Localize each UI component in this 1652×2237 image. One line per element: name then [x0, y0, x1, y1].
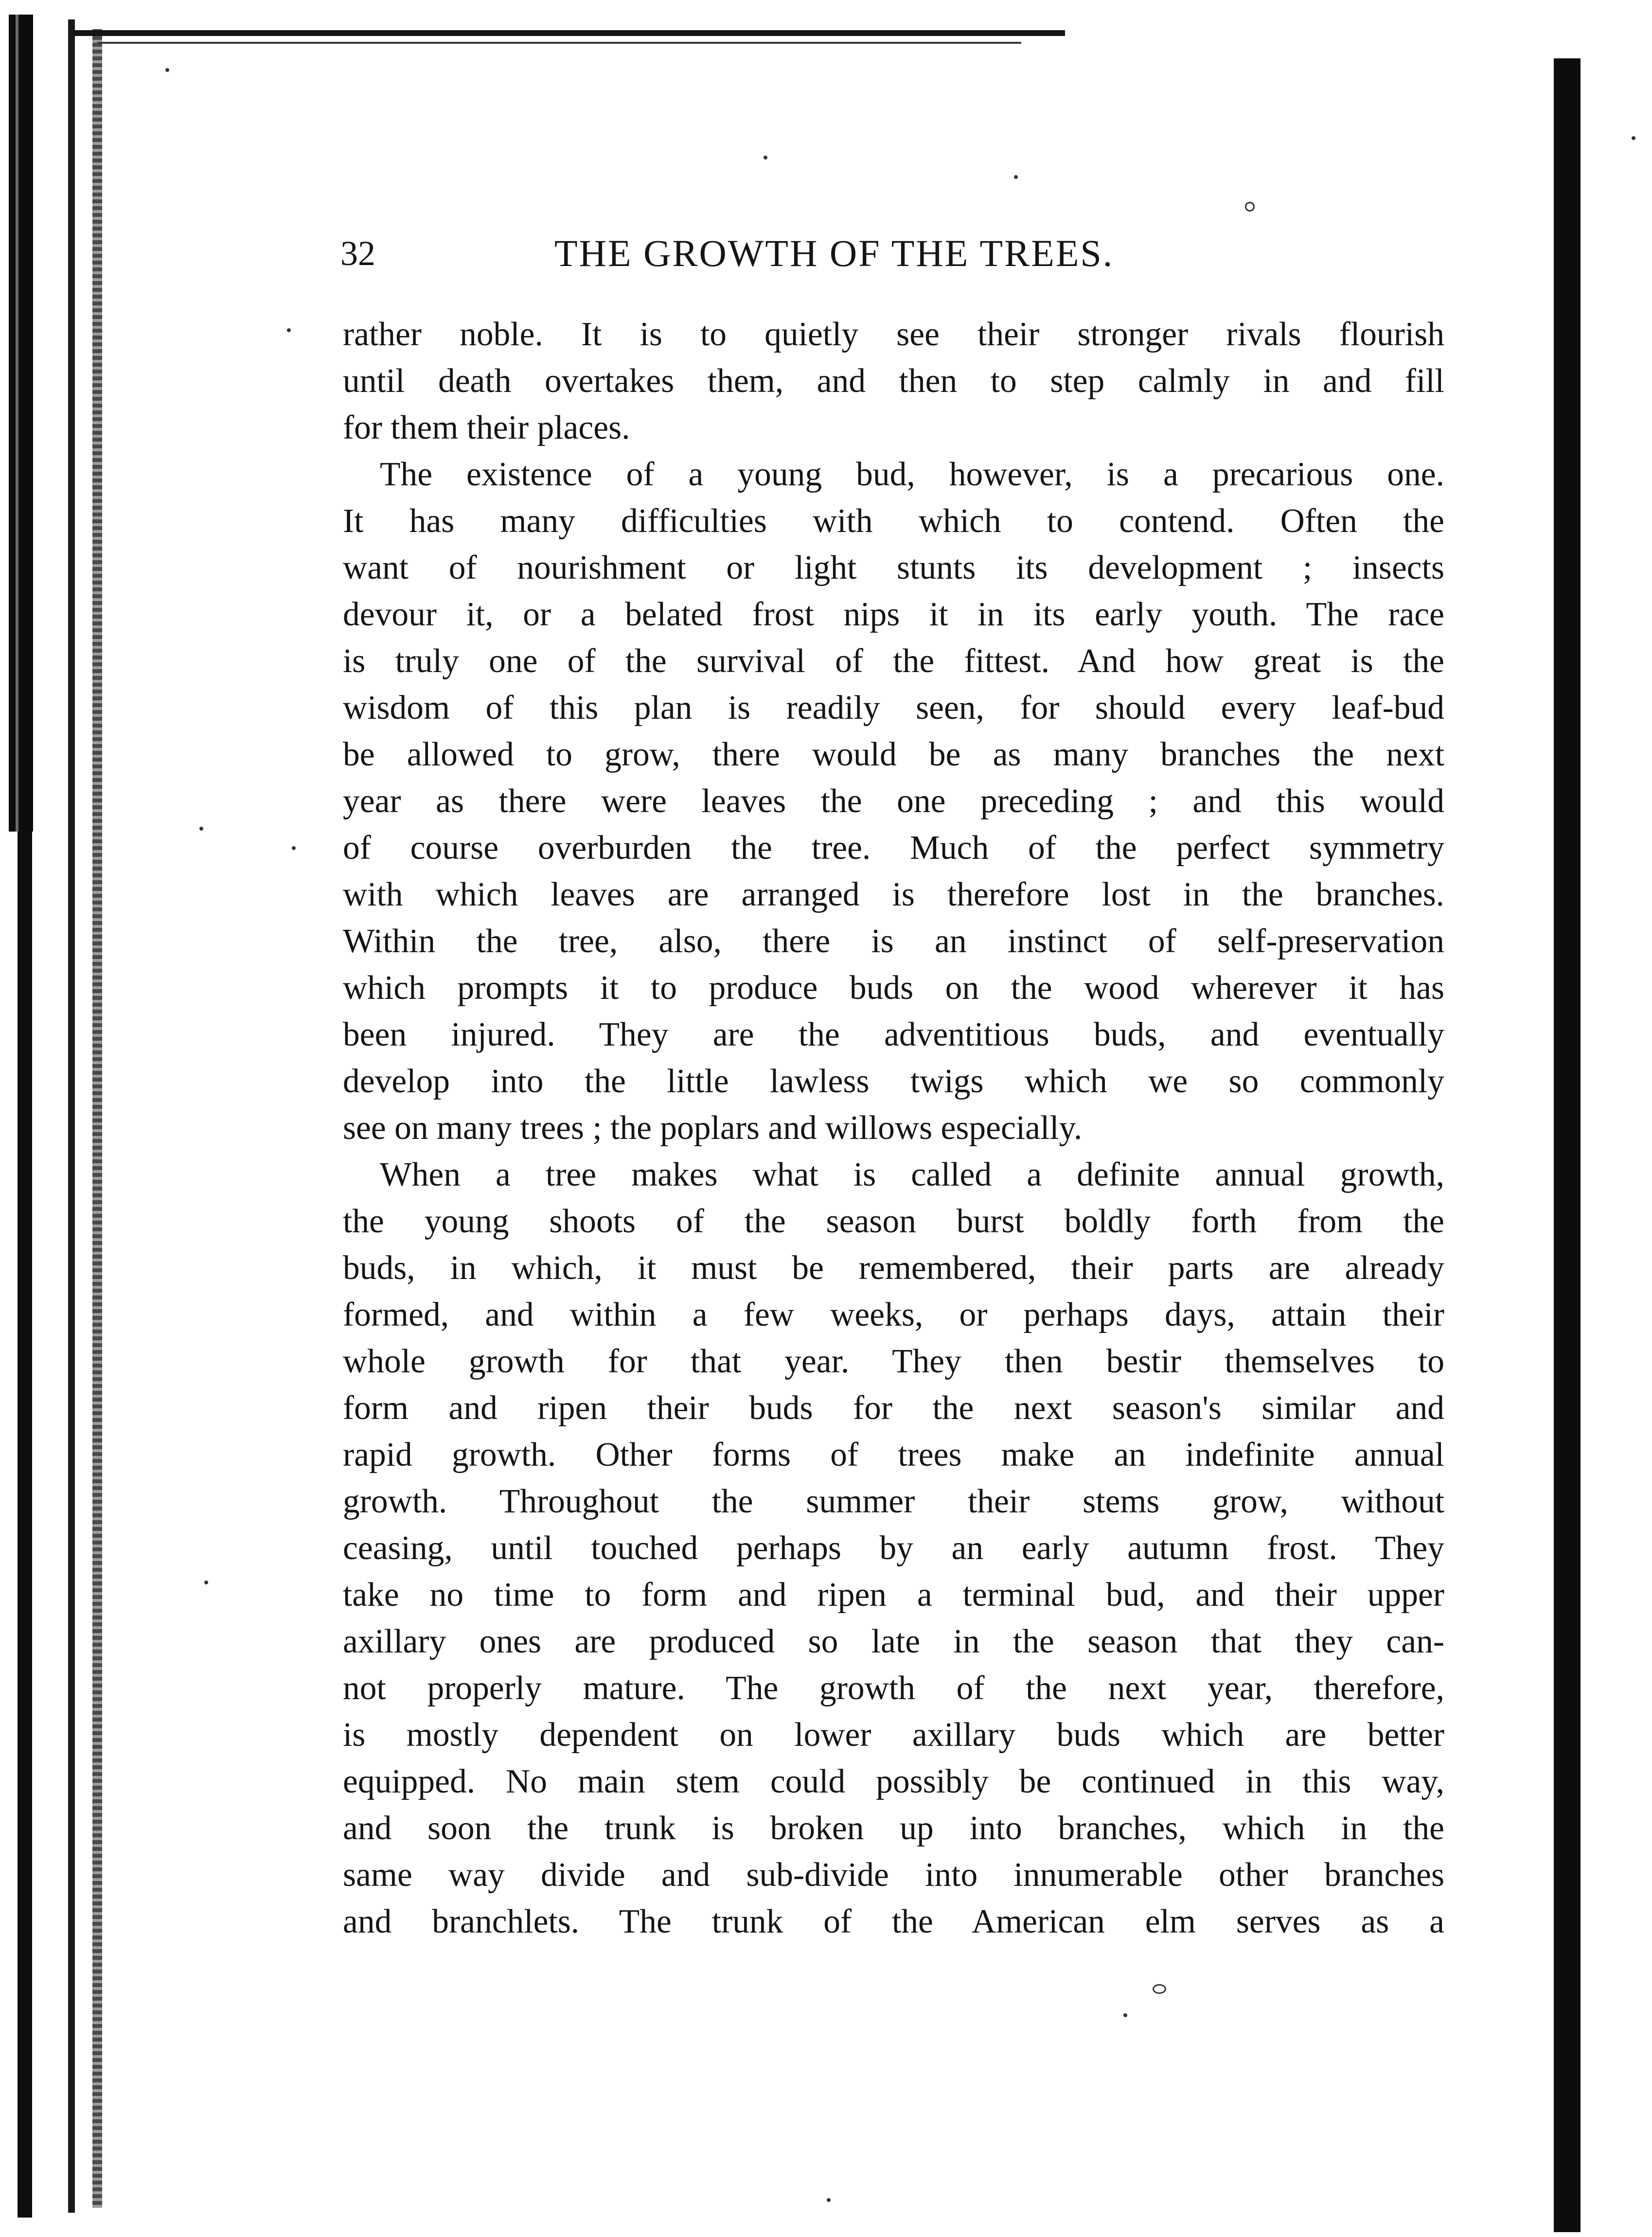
text-line: take no time to form and ripen a terminal bud, and their upper — [343, 1576, 1444, 1614]
text-line: whole growth for that year. They then bestir themselves to — [343, 1343, 1444, 1380]
scan-border-top — [73, 30, 1065, 36]
text-line: When a tree makes what is called a definite annual growth, — [380, 1156, 1444, 1193]
text-line: want of nourishment or light stunts its development ; insects — [343, 549, 1444, 586]
text-line: The existence of a young bud, however, is a precarious one. — [380, 456, 1444, 493]
scan-speck — [199, 827, 203, 831]
paragraph — [343, 451, 1444, 1152]
scan-speck — [1123, 2013, 1127, 2017]
text-line: of course overburden the tree. Much of the perfect symmetry — [343, 829, 1444, 867]
text-line: been injured. They are the adventitious buds, and eventually — [343, 1016, 1444, 1053]
text-line: rather noble. It is to quietly see their stronger rivals flourish — [343, 316, 1444, 353]
text-line: until death overtakes them, and then to step calmly in and fill — [343, 362, 1444, 400]
text-line: not properly mature. The growth of the next year, therefore, — [343, 1669, 1444, 1707]
text-line: wisdom of this plan is readily seen, for should every leaf-bud — [343, 689, 1444, 727]
text-line: the young shoots of the season burst boldly forth from the — [343, 1203, 1444, 1240]
scan-edge-line — [68, 19, 75, 2213]
text-line: for them their places. — [343, 409, 630, 446]
running-head: THE GROWTH OF THE TREES. — [554, 232, 1114, 274]
scan-speck — [287, 328, 291, 332]
text-line: Within the tree, also, there is an instinct of self-preservation — [343, 923, 1444, 960]
text-line: buds, in which, it must be remembered, their parts are already — [343, 1249, 1444, 1287]
text-line: is mostly dependent on lower axillary buds which are better — [343, 1716, 1444, 1754]
scan-speck — [165, 68, 169, 72]
text-line: same way divide and sub-divide into innumerable other branches — [343, 1856, 1444, 1894]
text-line: and soon the trunk is broken up into branches, which in the — [343, 1810, 1444, 1847]
text-line: with which leaves are arranged is therefore lost in the branches. — [343, 876, 1444, 913]
scan-speck — [204, 1580, 208, 1584]
text-line: is truly one of the survival of the fittest. And how great is the — [343, 642, 1444, 680]
scan-border-left — [9, 15, 33, 832]
scan-speck — [1014, 175, 1018, 179]
paragraph — [343, 1152, 1444, 1945]
text-line: be allowed to grow, there would be as many branches the next — [343, 736, 1444, 773]
scan-speck — [827, 2198, 831, 2202]
text-line: form and ripen their buds for the next season's similar and — [343, 1389, 1444, 1427]
body-text — [343, 311, 1444, 1945]
scan-speck — [292, 846, 296, 850]
scan-border-top-thin — [97, 42, 1021, 44]
text-line: axillary ones are produced so late in the season that they can- — [343, 1623, 1444, 1660]
text-line: equipped. No main stem could possibly be continued in this way, — [343, 1763, 1444, 1800]
text-line: and branchlets. The trunk of the American elm serves as a — [343, 1903, 1444, 1940]
scan-speck — [764, 156, 767, 160]
text-line: growth. Throughout the summer their stems grow, without — [343, 1483, 1444, 1520]
text-line: year as there were leaves the one preceding ; and this would — [343, 782, 1444, 820]
text-line: which prompts it to produce buds on the wood wherever it has — [343, 969, 1444, 1007]
text-line: rapid growth. Other forms of trees make an indefinite annual — [343, 1436, 1444, 1474]
scan-edge-texture — [92, 29, 102, 2208]
scan-speck — [1153, 1984, 1166, 1994]
scan-border-left-lower — [18, 832, 32, 2218]
paragraph — [343, 311, 1444, 451]
text-line: see on many trees ; the poplars and willows especially. — [343, 1109, 1083, 1147]
text-line: It has many difficulties with which to contend. Often the — [343, 502, 1444, 540]
text-line: formed, and within a few weeks, or perhaps days, attain their — [343, 1296, 1444, 1333]
text-line: devour it, or a belated frost nips it in its early youth. The race — [343, 596, 1444, 633]
scan-speck — [1245, 202, 1255, 212]
text-line: develop into the little lawless twigs which we so commonly — [343, 1063, 1444, 1100]
scan-border-right — [1554, 58, 1581, 2232]
text-line: ceasing, until touched perhaps by an early autumn frost. They — [343, 1529, 1444, 1567]
scan-speck — [1632, 136, 1635, 140]
page-number: 32 — [340, 234, 375, 273]
